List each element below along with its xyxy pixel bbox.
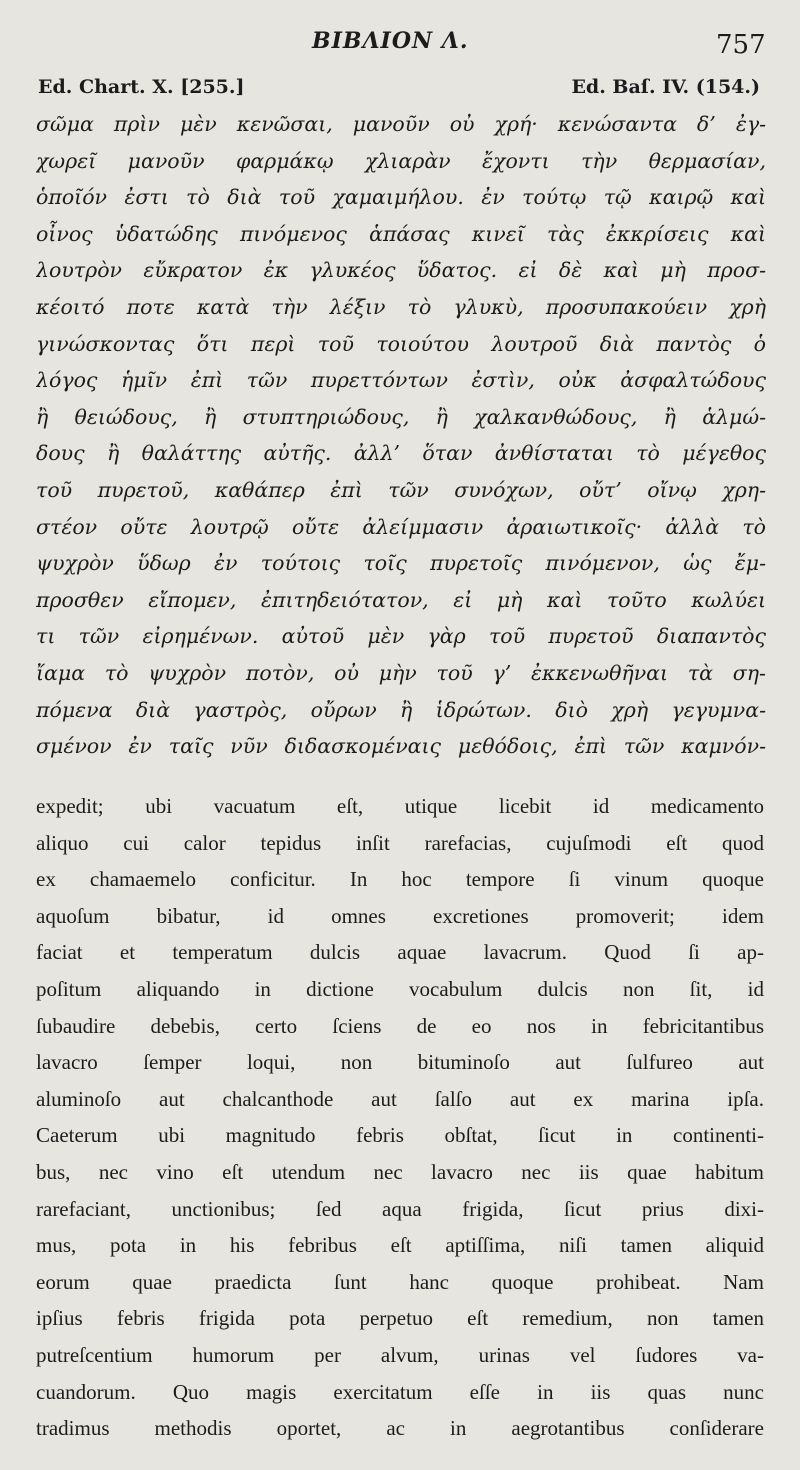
greek-text-line: σμένον ἐν ταῖς νῦν διδασκομέναις μεθόδοις, ἐπὶ τῶν καμνόν- xyxy=(36,734,766,759)
greek-text-line: ἴαμα τὸ ψυχρὸν ποτὸν, οὐ μὴν τοῦ γ’ ἐκκενωθῆναι τὰ ση- xyxy=(36,660,766,685)
latin-text-line: Caeterum ubi magnitudo febris obſtat, ſicut in continenti- xyxy=(36,1123,764,1148)
running-title: BIBΛΙΟΝ Λ. xyxy=(312,28,469,54)
greek-text-line: λουτρὸν εὔκρατον ἐκ γλυκέος ὕδατος. εἰ δὲ καὶ μὴ προσ- xyxy=(36,258,766,283)
latin-text-line: ex chamaemelo conficitur. In hoc tempore ſi vinum quoque xyxy=(36,867,764,892)
latin-text-line: rarefaciant, unctionibus; ſed aqua frigida, ſicut prius dixi- xyxy=(36,1196,764,1221)
latin-text-line: poſitum aliquando in dictione vocabulum dulcis non ſit, id xyxy=(36,976,764,1001)
greek-text-line: στέον οὔτε λουτρῷ οὔτε ἀλείμμασιν ἀραιωτικοῖς· ἀλλὰ τὸ xyxy=(36,514,766,539)
greek-text-line: κέοιτό ποτε κατὰ τὴν λέξιν τὸ γλυκὺ, προσυπακούειν χρὴ xyxy=(36,294,766,319)
latin-text-line: expedit; ubi vacuatum eſt, utique licebit id medicamento xyxy=(36,794,764,818)
greek-text-line: προσθεν εἴπομεν, ἐπιτηδειότατον, εἰ μὴ καὶ τοῦτο κωλύει xyxy=(36,587,766,612)
latin-text-line: ſubaudire debebis, certo ſciens de eo nos in febricitantibus xyxy=(36,1013,764,1038)
page-number: 757 xyxy=(716,30,766,60)
latin-text-line: aluminoſo aut chalcanthode aut ſalſo aut ex marina ipſa. xyxy=(36,1086,764,1111)
latin-text-line: ipſius febris frigida pota perpetuo eſt remedium, non tamen xyxy=(36,1306,764,1331)
greek-text-line: τοῦ πυρετοῦ, καθάπερ ἐπὶ τῶν συνόχων, οὔτ’ οἴνῳ χρη- xyxy=(36,477,766,502)
greek-text-line: πόμενα διὰ γαστρὸς, οὔρων ἢ ἱδρώτων. διὸ χρὴ γεγυμνα- xyxy=(36,697,766,722)
latin-text-line: bus, nec vino eſt utendum nec lavacro nec iis quae habitum xyxy=(36,1159,764,1184)
greek-text-line: ἢ θειώδους, ἢ στυπτηριώδους, ἢ χαλκανθώδους, ἢ ἁλμώ- xyxy=(36,404,766,429)
latin-text-line: faciat et temperatum dulcis aquae lavacrum. Quod ſi ap- xyxy=(36,940,764,965)
greek-text-line: τι τῶν εἰρημένων. αὐτοῦ μὲν γὰρ τοῦ πυρετοῦ διαπαντὸς xyxy=(36,624,766,649)
latin-text-line: aliquo cui calor tepidus inſit rarefacias, cujuſmodi eſt quod xyxy=(36,830,764,855)
edition-reference-basel: Ed. Baſ. IV. (154.) xyxy=(571,76,760,98)
greek-text-line: γινώσκοντας ὅτι περὶ τοῦ τοιούτου λουτροῦ διὰ παντὸς ὁ xyxy=(36,331,766,356)
latin-text-line: lavacro ſemper loqui, non bituminoſo aut ſulfureo aut xyxy=(36,1050,764,1075)
latin-text-line: eorum quae praedicta ſunt hanc quoque prohibeat. Nam xyxy=(36,1269,764,1294)
greek-text-block xyxy=(36,106,766,765)
greek-text-line: ὁποῖόν ἐστι τὸ διὰ τοῦ χαμαιμήλου. ἐν τούτῳ τῷ καιρῷ καὶ xyxy=(36,185,766,210)
greek-text-line: ψυχρὸν ὕδωρ ἐν τούτοις τοῖς πυρετοῖς πινόμενον, ὡς ἔμ- xyxy=(36,551,766,576)
greek-text-line: χωρεῖ μανοῦν φαρμάκῳ χλιαρὰν ἔχοντι τὴν θερμασίαν, xyxy=(36,148,766,173)
edition-reference-chartier: Ed. Chart. X. [255.] xyxy=(38,76,245,98)
latin-text-line: putreſcentium humorum per alvum, urinas vel ſudores va- xyxy=(36,1342,764,1367)
greek-text-line: οἶνος ὑδατώδης πινόμενος ἁπάσας κινεῖ τὰς ἐκκρίσεις καὶ xyxy=(36,221,766,246)
greek-text-line: σῶμα πρὶν μὲν κενῶσαι, μανοῦν οὐ χρή· κενώσαντα δ’ ἐγ- xyxy=(36,112,766,136)
latin-text-line: mus, pota in his febribus eſt aptiſſima, niſi tamen aliquid xyxy=(36,1233,764,1258)
latin-text-block xyxy=(36,788,764,1447)
latin-text-line: cuandorum. Quo magis exercitatum eſſe in iis quas nunc xyxy=(36,1379,764,1404)
latin-text-line: aquoſum bibatur, id omnes excretiones promoverit; idem xyxy=(36,903,764,928)
greek-text-line: λόγος ἡμῖν ἐπὶ τῶν πυρεττόντων ἐστὶν, οὐκ ἀσφαλτώδους xyxy=(36,368,766,393)
greek-text-line: δους ἢ θαλάττης αὐτῆς. ἀλλ’ ὅταν ἀνθίσταται τὸ μέγεθος xyxy=(36,441,766,466)
latin-text-line: tradimus methodis oportet, ac in aegrotantibus conſiderare xyxy=(36,1416,764,1441)
